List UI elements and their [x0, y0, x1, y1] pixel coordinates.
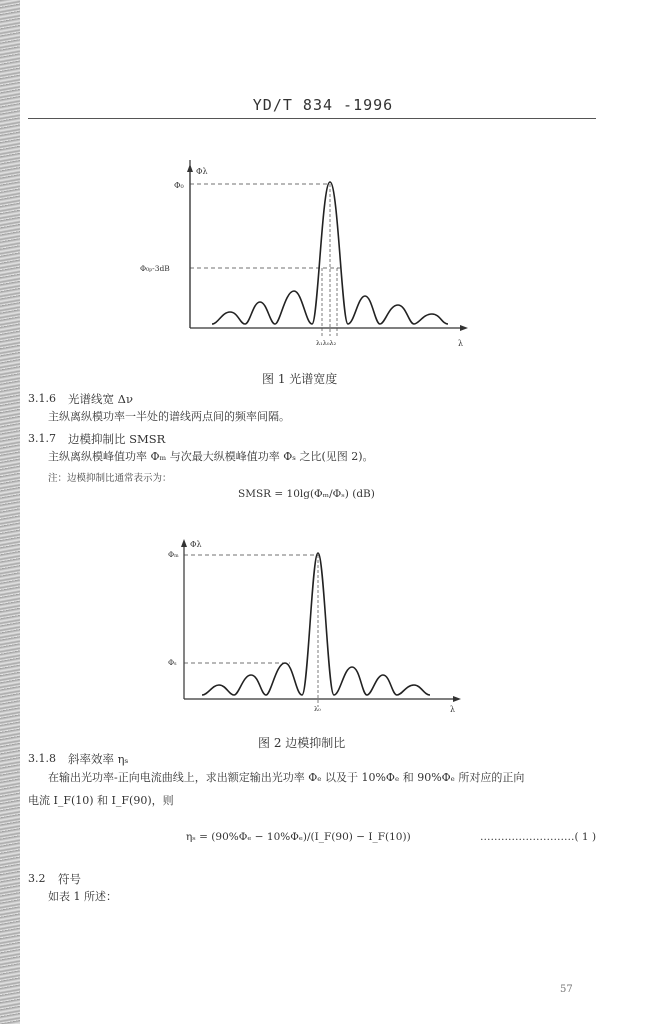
section-3-1-6-body: 主纵离纵模功率一半处的谱线两点间的频率间隔。 — [48, 410, 290, 423]
fig2-side-label: Φₛ — [168, 658, 177, 667]
header-rule — [28, 118, 596, 119]
section-3-2-number: 3.2 — [28, 872, 46, 885]
figure-2-side-mode-suppression — [140, 535, 470, 715]
fig1-minus3db-label: Φ₀ₚ-3dB — [140, 264, 170, 273]
fig1-x-ticks-label: λ₁λ₀λ₂ — [316, 339, 337, 347]
figure-1-spectral-width — [130, 160, 470, 350]
fig2-peak-label: Φₘ — [168, 550, 179, 559]
section-3-2-title: 符号 — [58, 872, 81, 886]
section-3-1-7-body: 主纵离纵模峰值功率 Φₘ 与次最大纵模峰值功率 Φₛ 之比(见图 2)。 — [48, 450, 374, 463]
section-3-1-7-number: 3.1.7 — [28, 432, 56, 445]
section-3-1-8-title: 斜率效率 ηₛ — [68, 752, 129, 766]
section-3-2-body: 如表 1 所述： — [48, 890, 117, 903]
fig2-y-label: Φλ — [190, 540, 202, 549]
section-3-1-8-number: 3.1.8 — [28, 752, 56, 765]
fig2-spectrum-curve — [202, 553, 430, 695]
fig1-y-arrow — [187, 164, 193, 172]
section-3-1-8-body-line2: 电流 I_F(10) 和 I_F(90)，则 — [28, 794, 174, 807]
fig1-y-label: Φλ — [196, 167, 208, 176]
fig1-spectrum-curve — [212, 182, 448, 324]
standard-number-header: YD/T 834 -1996 — [252, 96, 394, 114]
smsr-formula: SMSR = 10lg(Φₘ/Φₛ) (dB) — [238, 488, 375, 500]
section-3-1-6-number: 3.1.6 — [28, 392, 56, 405]
fig1-x-arrow — [460, 325, 468, 331]
fig2-x-tick-label: λ₀ — [314, 705, 321, 713]
fig1-peak-label: Φ₀ — [174, 181, 184, 190]
fig2-x-axis-label: λ — [450, 705, 456, 714]
scan-binding-edge — [0, 0, 20, 1024]
slope-efficiency-formula: ηₛ = (90%Φₑ − 10%Φₑ)/(I_F(90) − I_F(10)) — [186, 831, 411, 843]
section-3-1-7-note: 注：边模抑制比通常表示为： — [48, 473, 172, 484]
equation-number: ………………………( 1 ) — [480, 831, 597, 843]
section-3-1-7-title: 边模抑制比 SMSR — [68, 432, 166, 446]
fig2-x-arrow — [453, 696, 461, 702]
fig1-x-axis-label: λ — [458, 339, 464, 348]
section-3-1-8-body-line1: 在输出光功率-正向电流曲线上，求出额定输出光功率 Φₑ 以及于 10%Φₑ 和 90%Φₑ 所对应的正向 — [48, 771, 525, 784]
page-number: 57 — [560, 984, 573, 995]
figure-1-caption: 图 1 光谱宽度 — [262, 372, 338, 386]
figure-2-caption: 图 2 边模抑制比 — [258, 736, 346, 750]
fig2-y-arrow — [181, 539, 187, 547]
section-3-1-6-title: 光谱线宽 Δν — [68, 392, 133, 406]
